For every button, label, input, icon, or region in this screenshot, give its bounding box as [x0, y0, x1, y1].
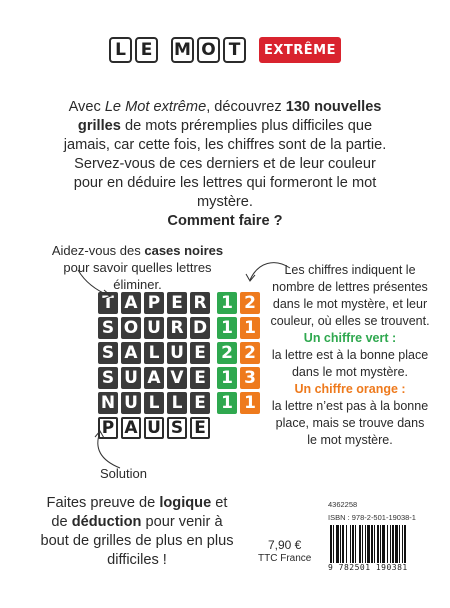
numbers-explanation: Les chiffres indiquent le nombre de lettres présentes dans le mot mystère, et leur couleur, où elles se trouvent.: [270, 263, 430, 328]
price-label: TTC France: [258, 553, 312, 564]
title-letter: T: [223, 37, 246, 63]
isbn: ISBN : 978-2-501-19038-1: [328, 513, 416, 522]
orange-number-label: Un chiffre orange :: [294, 382, 406, 396]
orange-count: 3: [240, 367, 260, 389]
grid-cell: L: [144, 392, 164, 414]
arrow-to-solution-icon: [98, 432, 120, 468]
grid-cell: L: [144, 342, 164, 364]
intro-text: , découvrez: [206, 99, 286, 115]
grid-cell: U: [121, 392, 141, 414]
grid-cell: R: [190, 292, 210, 314]
bottom-highlight: logique: [159, 495, 212, 511]
green-number-text: la lettre est à la bonne place dans le mot mystère.: [271, 348, 429, 379]
extreme-badge: EXTRÊME: [259, 37, 341, 63]
title-letter: M: [171, 37, 194, 63]
grid-cell: S: [98, 342, 118, 364]
solution-cell: S: [167, 417, 187, 439]
grid-cell: U: [121, 367, 141, 389]
bottom-paragraph: [37, 494, 237, 570]
grid-cell: N: [98, 392, 118, 414]
title-letter: O: [197, 37, 220, 63]
orange-count: 1: [240, 392, 260, 414]
hint-text: Aidez-vous des: [51, 243, 145, 258]
price-block: [258, 538, 311, 566]
intro-book-name: Le Mot extrême: [104, 99, 207, 115]
grid-cell: A: [121, 292, 141, 314]
grid-cell: A: [144, 367, 164, 389]
orange-count: 1: [240, 317, 260, 339]
grid-cell: L: [167, 392, 187, 414]
grid-cell: S: [98, 317, 118, 339]
green-count: 1: [217, 317, 237, 339]
intro-highlight: 130 nouvelles grilles: [77, 99, 382, 134]
grid-cell: E: [167, 292, 187, 314]
grid-cell: E: [190, 342, 210, 364]
hint-highlight: cases noires: [144, 243, 224, 258]
how-to-heading: Comment faire ?: [167, 213, 283, 229]
green-count: 2: [217, 342, 237, 364]
bottom-text: pour venir à bout de grilles de plus en plus difficiles !: [40, 514, 234, 568]
barcode-icon: [328, 525, 424, 563]
grid-cell: S: [98, 367, 118, 389]
solution-cell: U: [144, 417, 164, 439]
bottom-text: et de: [51, 495, 228, 530]
grid-cell: T: [98, 292, 118, 314]
grid-cell: P: [144, 292, 164, 314]
grid-cell: D: [190, 317, 210, 339]
arrow-to-numbers-icon: [250, 263, 290, 280]
grid-cell: U: [144, 317, 164, 339]
grid-cell: R: [167, 317, 187, 339]
green-count: 1: [217, 367, 237, 389]
intro-text: Avec: [68, 99, 105, 115]
solution-cell: E: [190, 417, 210, 439]
barcode-block: [328, 500, 428, 572]
title-letter: E: [135, 37, 158, 63]
solution-cell: P: [98, 417, 118, 439]
title-letter: L: [109, 37, 132, 63]
price-amount: 7,90 €: [267, 538, 302, 552]
grid-cell: U: [167, 342, 187, 364]
green-count: 1: [217, 392, 237, 414]
solution-cell: A: [121, 417, 141, 439]
barcode-digits: 9 782501 190381: [328, 563, 408, 572]
product-code: 4362258: [328, 500, 358, 509]
arrow-head-icon: [246, 274, 255, 281]
grid-cell: O: [121, 317, 141, 339]
grid-cell: E: [190, 392, 210, 414]
bottom-text: Faites preuve de: [46, 495, 160, 511]
orange-number-text: la lettre n’est pas à la bonne place, mais se trouve dans le mot mystère.: [271, 399, 429, 447]
hint-text: pour savoir quelles lettres éliminer.: [63, 260, 212, 292]
bottom-highlight: déduction: [71, 514, 142, 530]
orange-count: 2: [240, 292, 260, 314]
green-number-label: Un chiffre vert :: [303, 331, 397, 345]
grid-cell: A: [121, 342, 141, 364]
arrow-to-grid-icon: [78, 270, 110, 296]
solution-label: Solution: [100, 466, 147, 481]
grid-cell: E: [190, 367, 210, 389]
orange-count: 2: [240, 342, 260, 364]
green-count: 1: [217, 292, 237, 314]
intro-text: de mots préremplies plus difficiles que jamais, car cette fois, les chiffres sont de la partie. Servez-vous de ces derniers et de leur couleur pour en déduire les lettres qui formeront le mot mystère.: [63, 118, 387, 210]
grid-cell: V: [167, 367, 187, 389]
